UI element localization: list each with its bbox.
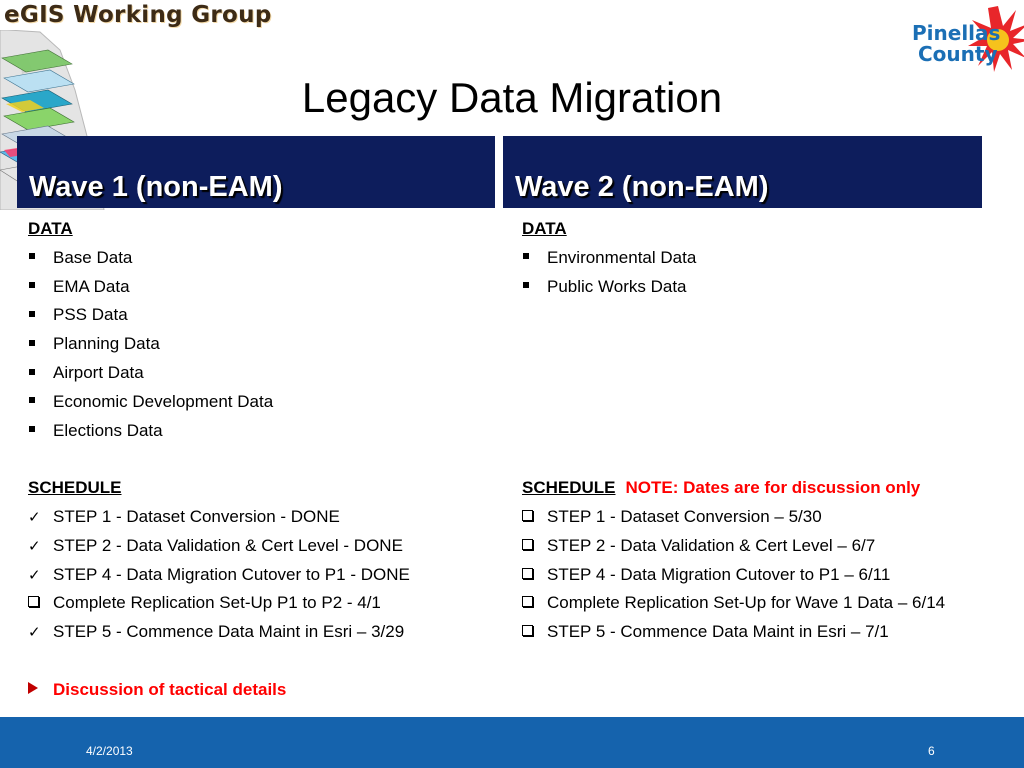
footer-bar (0, 717, 1024, 768)
checkbox-empty-icon (28, 596, 39, 607)
square-bullet-icon (523, 253, 529, 259)
checkbox-empty-icon (522, 625, 533, 636)
list-item-text: EMA Data (53, 276, 130, 296)
schedule-item-text: STEP 5 - Commence Data Maint in Esri – 3/29 (53, 622, 405, 642)
list-item (28, 244, 508, 273)
schedule-item (28, 561, 508, 590)
wave2-schedule-header: SCHEDULE (522, 478, 616, 498)
schedule-note: NOTE: Dates are for discussion only (625, 478, 921, 498)
list-item-text: Public Works Data (547, 276, 687, 296)
wave2-header-box (503, 136, 982, 208)
schedule-item-text: Complete Replication Set-Up P1 to P2 - 4/1 (53, 593, 381, 613)
checkbox-empty-icon (522, 596, 533, 607)
list-item (28, 388, 508, 417)
square-bullet-icon (29, 426, 35, 432)
schedule-item-text: STEP 1 - Dataset Conversion - DONE (53, 506, 340, 526)
list-item (28, 359, 508, 388)
square-bullet-icon (523, 282, 529, 288)
list-item-text: Airport Data (53, 362, 144, 382)
list-item (522, 244, 1024, 273)
checkmark-icon: ✓ (28, 537, 41, 555)
square-bullet-icon (29, 311, 35, 317)
square-bullet-icon (29, 282, 35, 288)
wave2-schedule-header-row (522, 474, 1024, 503)
schedule-item (522, 561, 1024, 590)
schedule-item-text: STEP 1 - Dataset Conversion – 5/30 (547, 506, 822, 526)
schedule-item (522, 589, 1024, 618)
schedule-item (28, 589, 508, 618)
slide-title: Legacy Data Migration (301, 74, 723, 121)
logo-text-line1: Pinellas (912, 21, 1001, 45)
list-item-text: Elections Data (53, 420, 163, 440)
square-bullet-icon (29, 253, 35, 259)
schedule-item-text: STEP 2 - Data Validation & Cert Level – 6/7 (547, 535, 876, 555)
list-item (522, 273, 1024, 302)
discussion-text: Discussion of tactical details (53, 679, 287, 699)
group-name: eGIS Working Group (4, 2, 272, 28)
schedule-item-text: STEP 5 - Commence Data Maint in Esri – 7/1 (547, 622, 889, 642)
wave1-heading: Wave 1 (non-EAM) (29, 171, 283, 203)
schedule-item-text: STEP 2 - Data Validation & Cert Level - DONE (53, 535, 403, 555)
list-item-text: Environmental Data (547, 247, 697, 267)
page-number: 6 (928, 744, 935, 758)
schedule-item-text: STEP 4 - Data Migration Cutover to P1 – 6/11 (547, 564, 891, 584)
list-item (28, 417, 508, 446)
wave2-column (522, 215, 1024, 647)
square-bullet-icon (29, 340, 35, 346)
list-item-text: Planning Data (53, 334, 160, 354)
schedule-item (522, 618, 1024, 647)
square-bullet-icon (29, 369, 35, 375)
list-item-text: PSS Data (53, 305, 128, 325)
checkbox-empty-icon (522, 568, 533, 579)
list-item (28, 301, 508, 330)
pinellas-county-logo (898, 2, 1024, 80)
checkbox-empty-icon (522, 510, 533, 521)
checkmark-icon: ✓ (28, 624, 41, 642)
schedule-item (28, 503, 508, 532)
discussion-item (28, 676, 508, 705)
list-item (28, 330, 508, 359)
wave2-heading: Wave 2 (non-EAM) (515, 171, 769, 203)
wave2-data-header: DATA (522, 219, 567, 238)
checkmark-icon: ✓ (28, 508, 41, 526)
schedule-item (522, 503, 1024, 532)
wave1-header-box (17, 136, 495, 208)
checkbox-empty-icon (522, 539, 533, 550)
schedule-item-text: Complete Replication Set-Up for Wave 1 Data – 6/14 (547, 593, 946, 613)
list-item-text: Economic Development Data (53, 391, 274, 411)
wave1-column (28, 215, 508, 705)
wave1-data-header: DATA (28, 219, 73, 238)
list-item-text: Base Data (53, 247, 133, 267)
checkmark-icon: ✓ (28, 566, 41, 584)
wave1-schedule-header: SCHEDULE (28, 478, 122, 498)
square-bullet-icon (29, 397, 35, 403)
list-item (28, 273, 508, 302)
schedule-item-text: STEP 4 - Data Migration Cutover to P1 - DONE (53, 564, 410, 584)
arrow-bullet-icon (28, 682, 38, 694)
schedule-item (28, 618, 508, 647)
logo-text-line2: County (918, 42, 998, 66)
schedule-item (28, 532, 508, 561)
schedule-item (522, 532, 1024, 561)
footer-date: 4/2/2013 (86, 744, 133, 758)
